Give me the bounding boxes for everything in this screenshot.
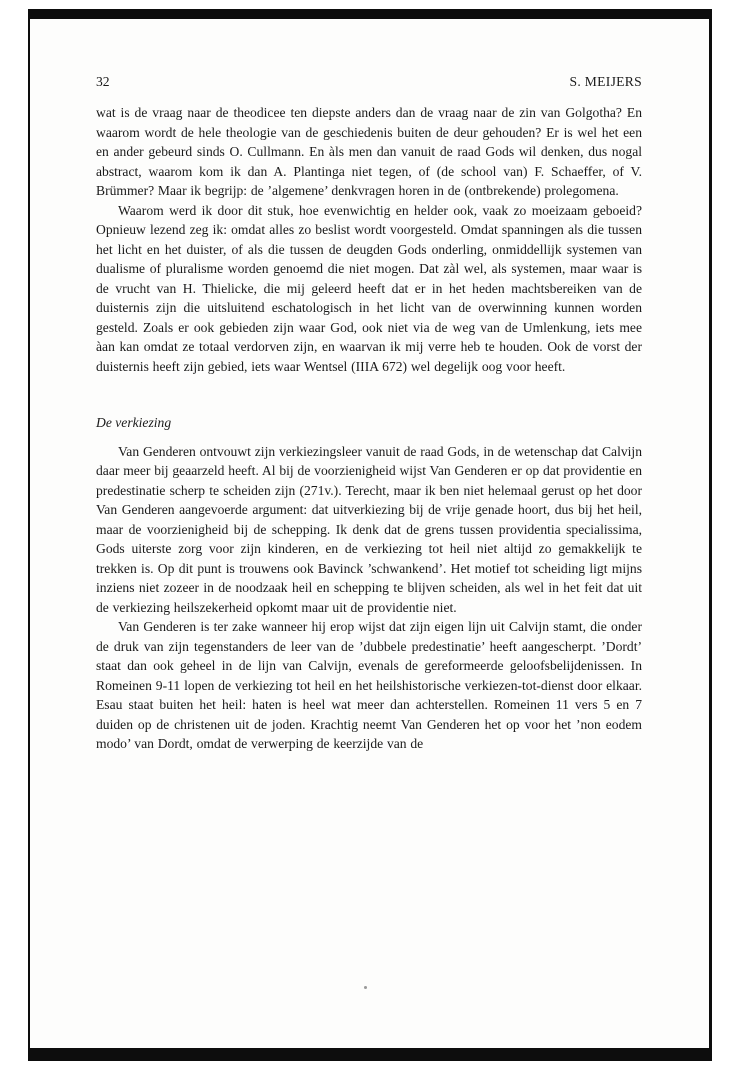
paragraph: Van Genderen ontvouwt zijn verkiezingsleer vanuit de raad Gods, in de wetenschap dat Calvijn daar meer bij geaarzeld heeft. Al bij de voorzienigheid wijst Van Genderen er op dat providentie en predestinatie scherp te scheiden zijn (271v.). Terecht, maar ik ben niet helemaal gerust op het door Van Genderen aangevoerde argument: dat uitverkiezing bij de vrije genade hoort, dus bij het heil, maar de voorzienigheid bij de schepping. Ik denk dat de grens tussen providentia specialissima, Gods uiterste zorg voor zijn kinderen, en de verkiezing tot heil niet altijd zo gemakkelijk te trekken is. Op dit punt is trouwens ook Bavinck ’schwankend’. Het motief tot scheiding ligt mijns inziens niet zozeer in de noodzaak heil en schepping te blijven scheiden, als wel in het feit dat uit de verkiezing heilszekerheid opkomt maar uit de providentie niet.	[96, 443, 642, 615]
section-heading: De verkiezing	[96, 415, 172, 430]
body-text	[96, 103, 642, 754]
page-number: 32	[96, 74, 110, 89]
scan-artifact	[364, 986, 367, 989]
running-header	[96, 74, 642, 90]
paragraph: Waarom werd ik door dit stuk, hoe evenwichtig en helder ook, vaak zo moeizaam geboeid? Opnieuw lezend zeg ik: omdat alles zo beslist wordt voorgesteld. Omdat spanningen als die tussen het licht en het duister, of als die tussen de deugden Gods onderling, onmiddellijk systemen van dualisme of pluralisme worden genoemd die niet mogen. Dat zàl wel, als systemen, maar waar is de vrucht van H. Thielicke, die mij geleerd heeft dat er in het heden machtsbereiken van de duisternis zijn die uitsluitend eschatologisch in het licht van de overwinning kunnen worden gesteld. Zoals er ook gebieden zijn waar God, ook niet via de weg van de Umlenkung, iets mee àan kan omdat ze totaal verdorven zijn, en waarvan ik mij verre heb te houden. Ook de vorst der duisternis heeft zijn gebied, iets waar Wentsel (IIIA 672) wel degelijk oog voor heeft.	[96, 202, 642, 374]
page	[30, 19, 709, 1048]
paragraph: Van Genderen is ter zake wanneer hij erop wijst dat zijn eigen lijn uit Calvijn stamt, die onder de druk van zijn tegenstanders de leer van de ’dubbele predestinatie’ heeft aangescherpt. ’Dordt’ staat dan ook geheel in de lijn van Calvijn, evenals de gereformeerde geloofsbelijdenissen. In Romeinen 9-11 lopen de verkiezing tot heil en het heilshistorische verkiezen-tot-dienst door elkaar. Esau staat buiten het heil: haten is heel wat meer dan achterstellen. Romeinen 11 vers 5 en 7 duiden op de christenen uit de joden. Krachtig neemt Van Genderen het op voor het ’non eodem modo’ van Dordt, omdat de verwerping de keerzijde van de	[96, 619, 642, 751]
paragraph-continuation: wat is de vraag naar de theodicee ten diepste anders dan de vraag naar de zin van Golgotha? En waarom wordt de hele theologie van de geschiedenis buiten de deur gehouden? Er is wel het een en ander gebeurd sinds O. Cullmann. En àls men dan vanuit de raad Gods wil denken, dus nogal abstract, waarom kom ik dan A. Plantinga niet tegen, of (de school van) F. Schaeffer, of V. Brümmer? Maar ik begrijp: de ’algemene’ denkvragen horen in de (ontbrekende) prolegomena.	[96, 105, 642, 198]
scan-border-frame	[28, 9, 712, 1061]
running-head-author: S. MEIJERS	[569, 74, 642, 89]
